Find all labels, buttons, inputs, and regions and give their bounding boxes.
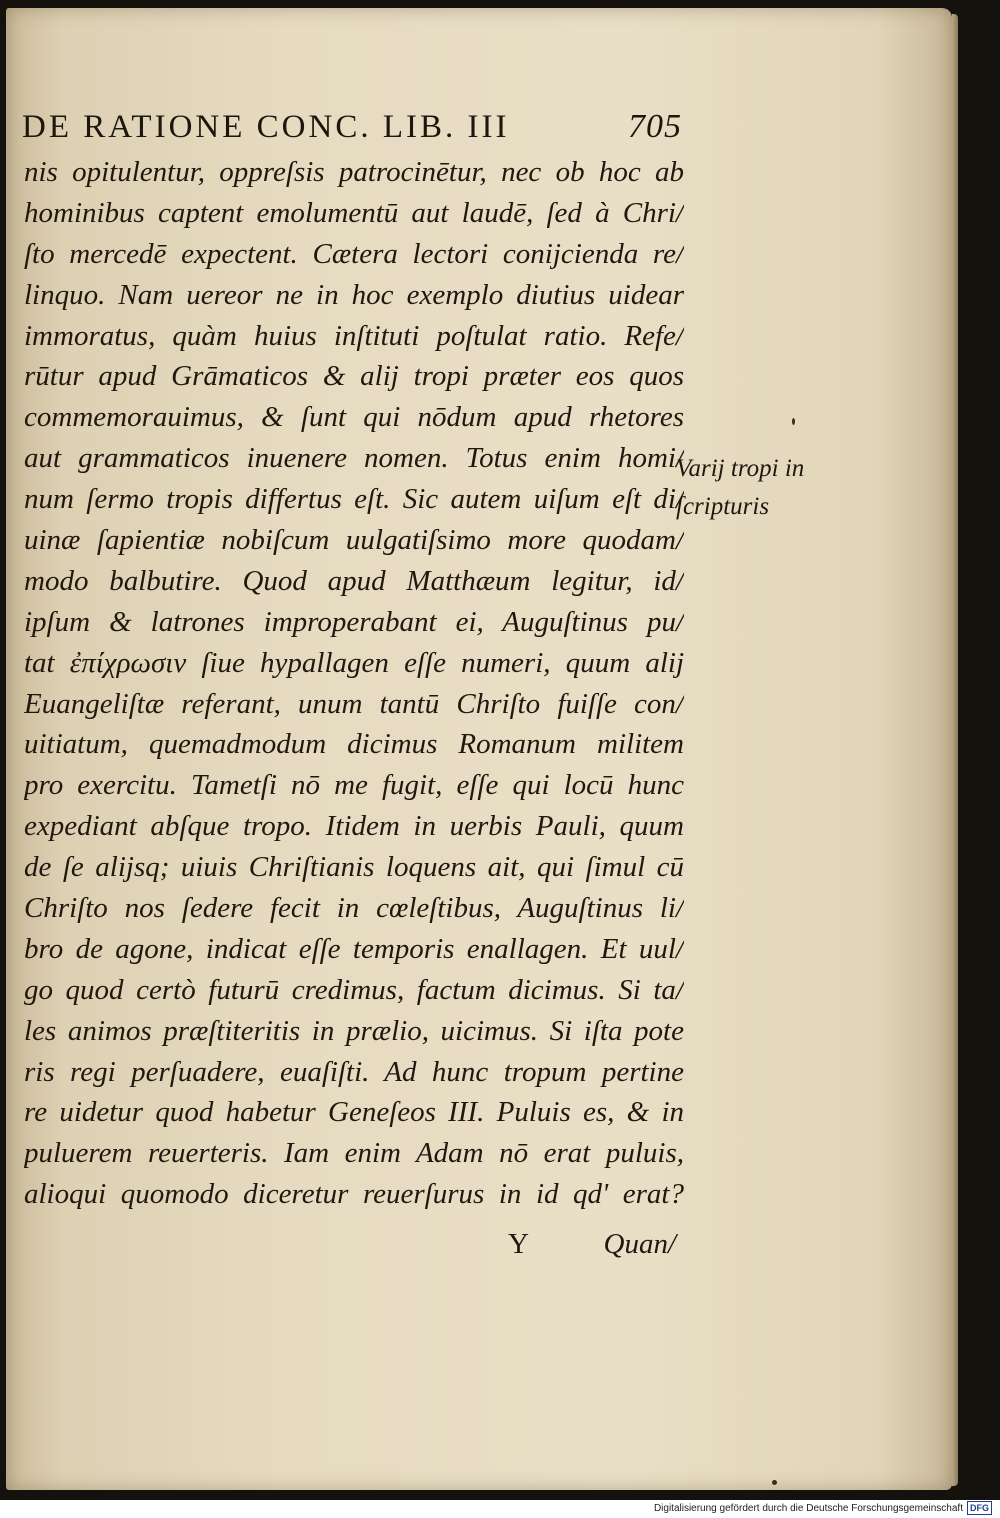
page-number: 705 [628,108,682,145]
text-line: Chriſto nos ſedere fecit in cœleſtibus, Auguſtinus li/ [24,892,684,925]
text-line: uitiatum, quemadmodum dicimus Romanum militem [24,728,684,761]
text-line: ris regi perſuadere, euaſiſti. Ad hunc tropum pertine [24,1055,684,1088]
text-line: modo balbutire. Quod apud Matthæum legitur, id/ [24,564,684,597]
text-line: num ſermo tropis differtus eſt. Sic autem uiſum eſt di/ [24,483,684,516]
text-line: immoratus, quàm huius inſtituti poſtulat ratio. Refe/ [24,319,684,352]
ink-speck [792,418,795,425]
text-line: hominibus captent emolumentū aut laudē, ſed à Chri/ [24,196,684,229]
text-line: rūtur apud Grāmaticos & alij tropi præter eos quos [24,360,684,393]
text-line: expediant abſque tropo. Itidem in uerbis Pauli, quum [24,810,684,843]
text-line: uinæ ſapientiæ nobiſcum uulgatiſsimo more quodam/ [24,524,684,557]
text-line: go quod certò futurū credimus, factum dicimus. Si ta/ [24,973,684,1006]
signature-mark: Y [508,1228,529,1260]
text-line: commemorauimus, & ſunt qui nōdum apud rhetores [24,401,684,434]
text-line: ipſum & latrones improperabant ei, Auguſtinus pu/ [24,605,684,638]
footer-credit-text: Digitalisierung gefördert durch die Deutsche Forschungsgemeinschaft [653,1502,963,1514]
catchword: Quan/ [603,1228,676,1260]
text-line: Euangeliſtæ referant, unum tantū Chriſto fuiſſe con/ [24,687,684,720]
text-line: pro exercitu. Tametſi nō me fugit, eſſe qui locū hunc [24,769,684,802]
body-text [24,152,684,1215]
text-line: linquo. Nam uereor ne in hoc exemplo diutius uidear [24,278,684,311]
running-head [22,108,682,146]
text-line: nis opitulentur, oppreſsis patrocinētur, nec ob hoc ab [24,156,684,188]
text-line: ſto mercedē expectent. Cætera lectori conijcienda re/ [24,237,684,270]
text-line: alioqui quomodo diceretur reuerſurus in id qd' erat? [24,1178,684,1211]
running-head-title: DE RATIONE CONC. LIB. III [22,109,510,145]
dfg-logo[interactable]: DFG [967,1501,992,1515]
catchword-line [24,1228,676,1268]
text-line: puluerem reuerteris. Iam enim Adam nō erat puluis, [24,1137,684,1170]
text-line: re uidetur quod habetur Geneſeos III. Puluis es, & in [24,1096,684,1129]
text-line: de ſe alijsq; uiuis Chriſtianis loquens ait, qui ſimul cū [24,851,684,884]
text-line: tat ἐπίχρωσιν ſiue hypallagen eſſe numeri, quum alij [24,646,684,679]
footer-credit [654,1501,992,1515]
text-line: les animos præſtiteritis in prælio, uicimus. Si iſta pote [24,1014,684,1047]
marginal-note [676,450,836,526]
marginal-note-line: ſcripturis [676,493,770,520]
text-line: aut grammaticos inuenere nomen. Totus enim homi/ [24,442,684,475]
marginal-note-line: Varij tropi in [676,455,805,482]
text-line: bro de agone, indicat eſſe temporis enallagen. Et uul/ [24,932,684,965]
page-edge [952,14,958,1486]
ink-speck [772,1480,777,1485]
